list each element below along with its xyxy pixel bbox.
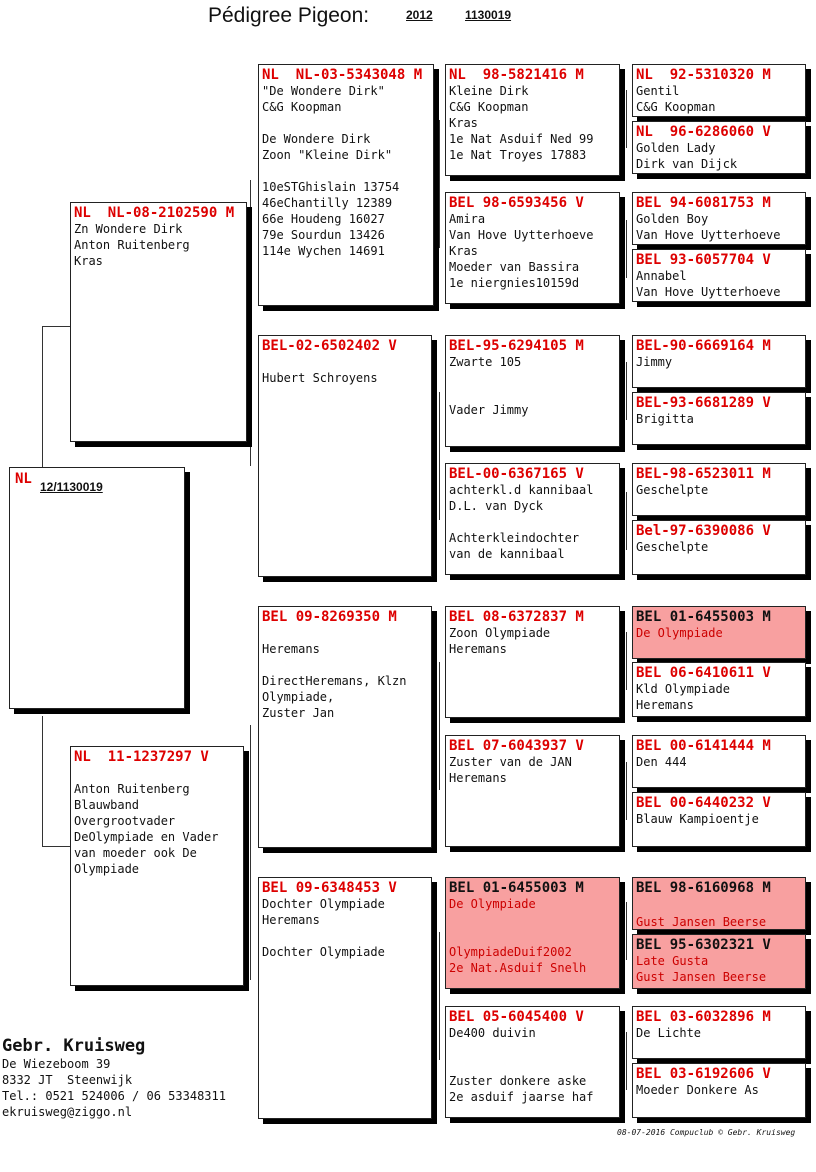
pigeon-info-line: C&G Koopman (449, 100, 529, 114)
ring-number: BEL 93-6057704 V (636, 252, 771, 268)
pigeon-info-line: De Olympiade (636, 626, 723, 640)
ring-number: NL 11-1237297 V (74, 749, 209, 765)
pigeon-info-line: DeOlympiade en Vader (74, 830, 219, 844)
pigeon-info-line: Zn Wondere Dirk (74, 222, 183, 236)
pigeon-info-line: 114e Wychen 14691 (262, 244, 385, 258)
ring-number: BEL 07-6043937 V (449, 738, 584, 754)
connector-line (626, 632, 627, 690)
pigeon-info-line: Golden Lady (636, 141, 716, 155)
ring-number: NL NL-03-5343048 M (262, 67, 423, 83)
subject-country: NL (15, 471, 32, 487)
dam-box[interactable] (70, 746, 244, 986)
connector-line (626, 362, 627, 420)
ancestor-gen3-box[interactable] (445, 735, 620, 847)
pigeon-info-line (449, 912, 616, 928)
ring-number: BEL 95-6302321 V (636, 937, 771, 953)
pigeon-info-line: Zuster van de JAN (449, 755, 572, 769)
ring-number: Bel-97-6390086 V (636, 523, 771, 539)
pigeon-info-line: 79e Sourdun 13426 (262, 228, 385, 242)
pigeon-info-line: Blauwband (74, 798, 140, 812)
ring-number: BEL 08-6372837 M (449, 609, 584, 625)
pigeon-info-line: 1e Nat Asduif Ned 99 (449, 132, 594, 146)
pigeon-info-line: OlympiadeDuif2002 (449, 945, 572, 959)
pigeon-info-line: Kras (449, 116, 478, 130)
ring-number: NL NL-08-2102590 M (74, 205, 235, 221)
pigeon-info-line: "De Wondere Dirk" (262, 84, 385, 98)
pigeon-info-line: Zuster donkere aske (449, 1074, 587, 1088)
pigeon-info-line: 1e Nat Troyes 17883 (449, 148, 587, 162)
pigeon-info-line: Gentil (636, 84, 680, 98)
pigeon-info-line: De Olympiade (449, 897, 536, 911)
pigeon-info-line: Gust Jansen Beerse (636, 970, 767, 984)
breeder-address: De Wiezeboom 39 (2, 1057, 111, 1071)
pigeon-info-line: De400 duivin (449, 1026, 536, 1040)
pigeon-info-line: Olympiade, (262, 690, 335, 704)
pigeon-info-line: De Lichte (636, 1026, 702, 1040)
title-year: 2012 (406, 8, 433, 22)
ancestor-gen3-box[interactable] (445, 463, 620, 575)
pigeon-info-line: Zwarte 105 (449, 355, 522, 369)
ancestor-gen4-box[interactable] (632, 463, 806, 516)
pigeon-info-line (262, 625, 428, 641)
pigeon-info-line: D.L. van Dyck (449, 499, 543, 513)
ancestor-gen4-box[interactable] (632, 1063, 806, 1118)
ancestor-gen3-box[interactable] (445, 1006, 620, 1118)
connector-line (626, 762, 627, 820)
ring-number: BEL 05-6045400 V (449, 1009, 584, 1025)
ancestor-gen3-box[interactable] (445, 606, 620, 718)
ancestor-gen4-box[interactable] (632, 192, 806, 245)
pigeon-info-line (74, 765, 240, 781)
pigeon-info-line: Den 444 (636, 755, 687, 769)
ancestor-gen3-box[interactable] (445, 64, 620, 176)
pigeon-info-line (449, 386, 616, 402)
page-title: Pédigree Pigeon: (208, 4, 370, 27)
subject-ring: 12/1130019 (40, 480, 103, 494)
pigeon-info-line: C&G Koopman (262, 100, 342, 114)
ancestor-gen4-box[interactable] (632, 1006, 806, 1059)
ring-number: BEL 09-6348453 V (262, 880, 397, 896)
pigeon-info-line: van moeder ook De (74, 846, 197, 860)
ancestor-gen4-box-highlighted[interactable] (632, 606, 806, 659)
pigeon-info-line (449, 514, 616, 530)
title-number: 1130019 (465, 8, 512, 22)
ring-number: BEL 00-6440232 V (636, 795, 771, 811)
pigeon-info-line: Dochter Olympiade (262, 897, 385, 911)
pigeon-info-line: Olympiade (74, 862, 140, 876)
pigeon-info-line: 46eChantilly 12389 (262, 196, 393, 210)
pigeon-info-line (449, 928, 616, 944)
pigeon-info-line: 1e niergnies10159d (449, 276, 580, 290)
ring-number: BEL-02-6502402 V (262, 338, 397, 354)
pigeon-info-line: Blauw Kampioentje (636, 812, 759, 826)
pigeon-info-line: 10eSTGhislain 13754 (262, 180, 400, 194)
connector-line (626, 90, 627, 148)
connector-line (42, 326, 43, 468)
pigeon-info-line: Zoon "Kleine Dirk" (262, 148, 393, 162)
connector-line (626, 902, 627, 960)
ancestor-gen4-box-highlighted[interactable] (632, 877, 806, 930)
pigeon-info-line: 2e Nat.Asduif Snelh (449, 961, 587, 975)
pigeon-info-line: van de kannibaal (449, 547, 565, 561)
pigeon-info-line: achterkl.d kannibaal (449, 483, 594, 497)
pigeon-info-line: Heremans (449, 771, 507, 785)
ring-number: BEL 03-6192606 V (636, 1066, 771, 1082)
ring-number: BEL 98-6160968 M (636, 880, 771, 896)
pigeon-info-line: Kleine Dirk (449, 84, 529, 98)
breeder-city: 8332 JT Steenwijk (2, 1073, 133, 1087)
pigeon-info-line: Gust Jansen Beerse (636, 915, 767, 929)
granddam-paternal-box[interactable] (258, 335, 432, 577)
pigeon-info-line: Moeder Donkere As (636, 1083, 759, 1097)
ancestor-gen3-box[interactable] (445, 192, 620, 304)
pigeon-info-line: Hubert Schroyens (262, 371, 378, 385)
pigeon-info-line: De Wondere Dirk (262, 132, 371, 146)
pigeon-info-line: C&G Koopman (636, 100, 716, 114)
pigeon-info-line: Anton Ruitenberg (74, 238, 190, 252)
granddam-maternal-box[interactable] (258, 877, 432, 1119)
pigeon-info-line: Geschelpte (636, 483, 709, 497)
pigeon-info-line: Heremans (262, 913, 320, 927)
pigeon-info-line: Zuster Jan (262, 706, 335, 720)
ancestor-gen4-box[interactable] (632, 735, 806, 788)
ancestor-gen3-box-highlighted[interactable] (445, 877, 620, 989)
pigeon-info-line: Kras (449, 244, 478, 258)
ancestor-gen4-box[interactable] (632, 64, 806, 117)
ring-number: BEL-93-6681289 V (636, 395, 771, 411)
pigeon-info-line: Achterkleindochter (449, 531, 580, 545)
pigeon-info-line (262, 928, 428, 944)
pigeon-info-line: Heremans (262, 642, 320, 656)
pigeon-info-line: Late Gusta (636, 954, 709, 968)
ring-number: BEL-95-6294105 M (449, 338, 584, 354)
pigeon-info-line: Dochter Olympiade (262, 945, 385, 959)
footer-credit: 08-07-2016 Compuclub © Gebr. Kruisweg (617, 1128, 796, 1137)
breeder-phone: Tel.: 0521 524006 / 06 53348311 (2, 1089, 226, 1103)
pigeon-info-line: Moeder van Bassira (449, 260, 580, 274)
pigeon-info-line: Van Hove Uytterhoeve (636, 228, 781, 242)
pigeon-info-line: 2e asduif jaarse haf (449, 1090, 594, 1104)
pigeon-info-line: 66e Houdeng 16027 (262, 212, 385, 226)
pigeon-info-line: Zoon Olympiade (449, 626, 551, 640)
connector-line (439, 392, 440, 520)
pigeon-info-line (636, 896, 802, 912)
pigeon-info-line: Brigitta (636, 412, 694, 426)
connector-line (439, 932, 440, 1060)
connector-line (250, 180, 251, 466)
ring-number: BEL 03-6032896 M (636, 1009, 771, 1025)
ring-number: NL 92-5310320 M (636, 67, 771, 83)
ancestor-gen4-box[interactable] (632, 662, 806, 717)
pigeon-info-line (262, 354, 428, 370)
connector-line (439, 120, 440, 248)
connector-line (250, 725, 251, 980)
pigeon-info-line: Geschelpte (636, 540, 709, 554)
pigeon-info-line (449, 370, 616, 386)
connector-line (42, 326, 70, 327)
ancestor-gen3-box[interactable] (445, 335, 620, 447)
pigeon-info-line: Vader Jimmy (449, 403, 529, 417)
connector-line (626, 1032, 627, 1090)
breeder-email[interactable]: ekruisweg@ziggo.nl (2, 1105, 133, 1119)
ring-number: BEL-98-6523011 M (636, 466, 771, 482)
ring-number: BEL 98-6593456 V (449, 195, 584, 211)
ring-number: BEL 01-6455003 M (449, 880, 584, 896)
breeder-info (2, 1036, 226, 1120)
pigeon-info-line (449, 1057, 616, 1073)
ring-number: BEL-00-6367165 V (449, 466, 584, 482)
subject-box[interactable] (9, 467, 185, 709)
ring-number: BEL 00-6141444 M (636, 738, 771, 754)
ancestor-gen4-box-highlighted[interactable] (632, 934, 806, 989)
connector-line (439, 662, 440, 790)
grandsire-paternal-box[interactable] (258, 64, 434, 306)
ancestor-gen4-box[interactable] (632, 792, 806, 847)
connector-line (42, 846, 70, 847)
pigeon-info-line: Amira (449, 212, 486, 226)
pigeon-info-line: Golden Boy (636, 212, 709, 226)
pigeon-info-line: Van Hove Uytterhoeve (449, 228, 594, 242)
pigeon-info-line: Van Hove Uytterhoeve (636, 285, 781, 299)
sire-box[interactable] (70, 202, 247, 442)
ancestor-gen4-box[interactable] (632, 392, 806, 445)
ancestor-gen4-box[interactable] (632, 121, 806, 174)
pigeon-info-line: Heremans (636, 698, 694, 712)
ring-number: BEL 94-6081753 M (636, 195, 771, 211)
pigeon-info-line: Annabel (636, 269, 687, 283)
pigeon-info-line: Dirk van Dijck (636, 157, 738, 171)
connector-line (626, 220, 627, 278)
pigeon-info-line (262, 115, 430, 131)
breeder-name: Gebr. Kruisweg (2, 1036, 146, 1056)
grandsire-maternal-box[interactable] (258, 606, 432, 848)
pigeon-info-line: Jimmy (636, 355, 673, 369)
ring-number: BEL 01-6455003 M (636, 609, 771, 625)
pigeon-info-line: Heremans (449, 642, 507, 656)
pigeon-info-line: Anton Ruitenberg (74, 782, 190, 796)
connector-line (626, 492, 627, 550)
pigeon-info-line: Overgrootvader (74, 814, 176, 828)
ancestor-gen4-box[interactable] (632, 249, 806, 302)
pigeon-info-line: Kld Olympiade (636, 682, 730, 696)
ring-number: NL 96-6286060 V (636, 124, 771, 140)
ancestor-gen4-box[interactable] (632, 520, 806, 575)
pigeon-info-line: DirectHeremans, Klzn (262, 674, 407, 688)
pigeon-info-line (262, 657, 428, 673)
pigeon-info-line (449, 1041, 616, 1057)
pigeon-info-line: Kras (74, 254, 103, 268)
pigeon-info-line (262, 163, 430, 179)
ring-number: BEL 06-6410611 V (636, 665, 771, 681)
ancestor-gen4-box[interactable] (632, 335, 806, 388)
connector-line (42, 716, 43, 846)
ring-number: BEL 09-8269350 M (262, 609, 397, 625)
ring-number: NL 98-5821416 M (449, 67, 584, 83)
ring-number: BEL-90-6669164 M (636, 338, 771, 354)
